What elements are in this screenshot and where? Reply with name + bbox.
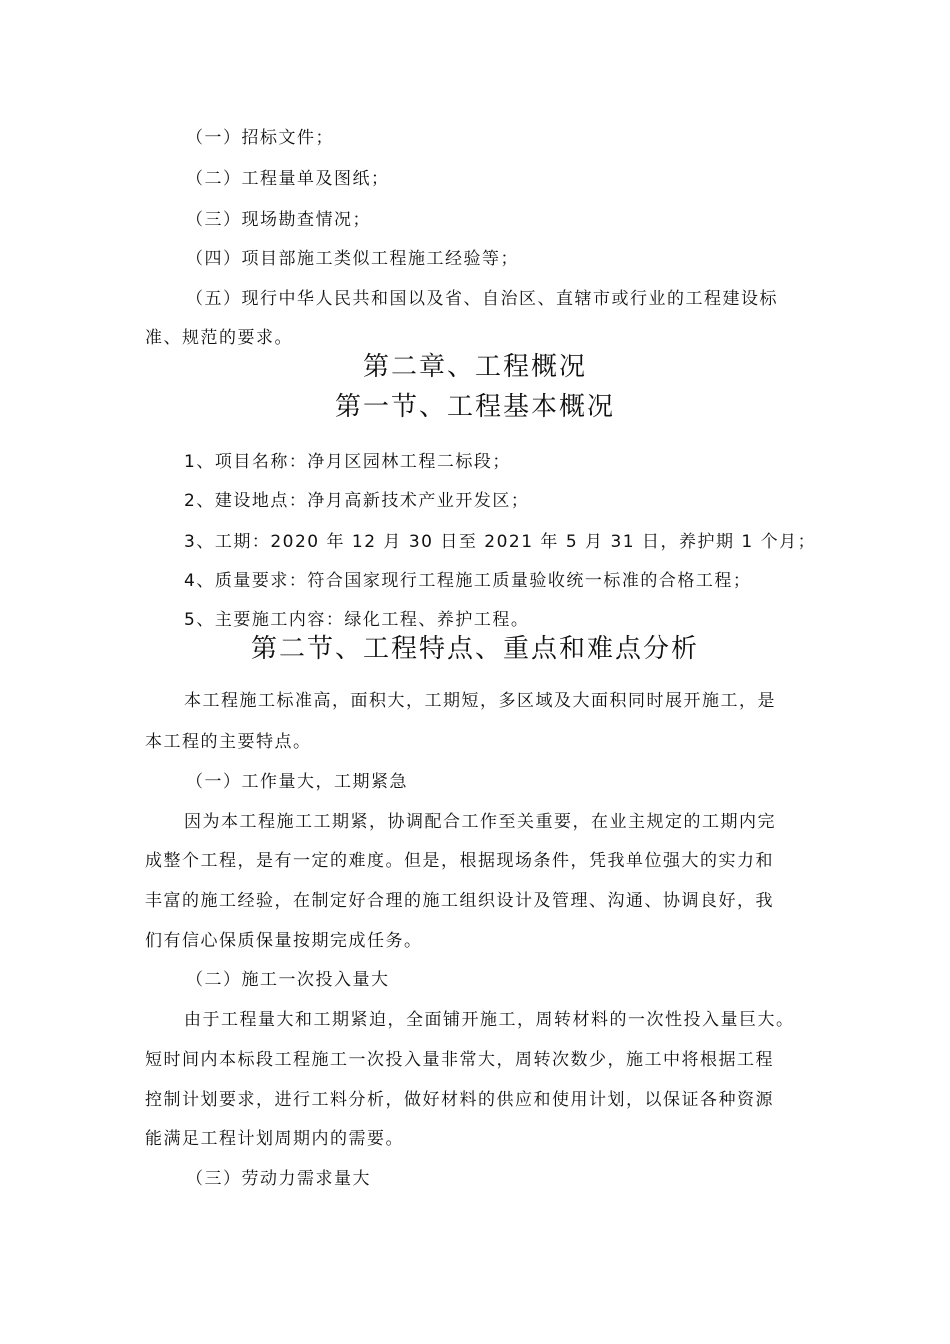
project-info-location: 2、建设地点：净月高新技术产业开发区； — [184, 491, 530, 511]
point-1-paragraph-line-3: 丰富的施工经验，在制定好合理的施工组织设计及管理、沟通、协调良好，我 — [145, 891, 774, 911]
basis-item-4: （四）项目部施工类似工程施工经验等； — [186, 249, 519, 269]
point-1-paragraph-line-1: 因为本工程施工工期紧，协调配合工作至关重要，在业主规定的工期内完 — [184, 812, 776, 832]
point-2-paragraph-line-2: 短时间内本标段工程施工一次投入量非常大，周转次数少，施工中将根据工程 — [145, 1050, 774, 1070]
section-2-title: 第二节、工程特点、重点和难点分析 — [250, 634, 699, 664]
point-1-paragraph-line-2: 成整个工程，是有一定的难度。但是，根据现场条件，凭我单位强大的实力和 — [145, 851, 774, 871]
point-2-paragraph-line-4: 能满足工程计划周期内的需要。 — [145, 1129, 404, 1149]
section-1-title: 第一节、工程基本概况 — [334, 392, 615, 422]
point-1-heading: （一）工作量大，工期紧急 — [186, 772, 408, 792]
point-2-paragraph-line-1: 由于工程量大和工期紧迫，全面铺开施工，周转材料的一次性投入量巨大。 — [184, 1010, 795, 1030]
project-info-content: 5、主要施工内容：绿化工程、养护工程。 — [184, 610, 530, 630]
point-3-heading: （三）劳动力需求量大 — [186, 1169, 371, 1189]
basis-item-5: （五）现行中华人民共和国以及省、自治区、直辖市或行业的工程建设标 — [186, 289, 778, 309]
intro-paragraph-line-1: 本工程施工标准高，面积大，工期短，多区域及大面积同时展开施工，是 — [184, 691, 776, 711]
basis-item-5-continuation: 准、规范的要求。 — [145, 328, 293, 348]
point-2-heading: （二）施工一次投入量大 — [186, 970, 390, 990]
basis-item-1: （一）招标文件； — [186, 128, 334, 148]
chapter-title: 第二章、工程概况 — [362, 352, 587, 382]
intro-paragraph-line-2: 本工程的主要特点。 — [145, 732, 312, 752]
basis-item-2: （二）工程量单及图纸； — [186, 169, 390, 189]
project-info-name: 1、项目名称：净月区园林工程二标段； — [184, 452, 511, 472]
project-info-quality: 4、质量要求：符合国家现行工程施工质量验收统一标准的合格工程； — [184, 571, 752, 591]
project-info-duration: 3、工期：2020 年 12 月 30 日至 2021 年 5 月 31 日，养护期 1 个月； — [184, 532, 817, 552]
point-1-paragraph-line-4: 们有信心保质保量按期完成任务。 — [145, 931, 423, 951]
point-2-paragraph-line-3: 控制计划要求，进行工料分析，做好材料的供应和使用计划，以保证各种资源 — [145, 1090, 774, 1110]
basis-item-3: （三）现场勘查情况； — [186, 210, 371, 230]
